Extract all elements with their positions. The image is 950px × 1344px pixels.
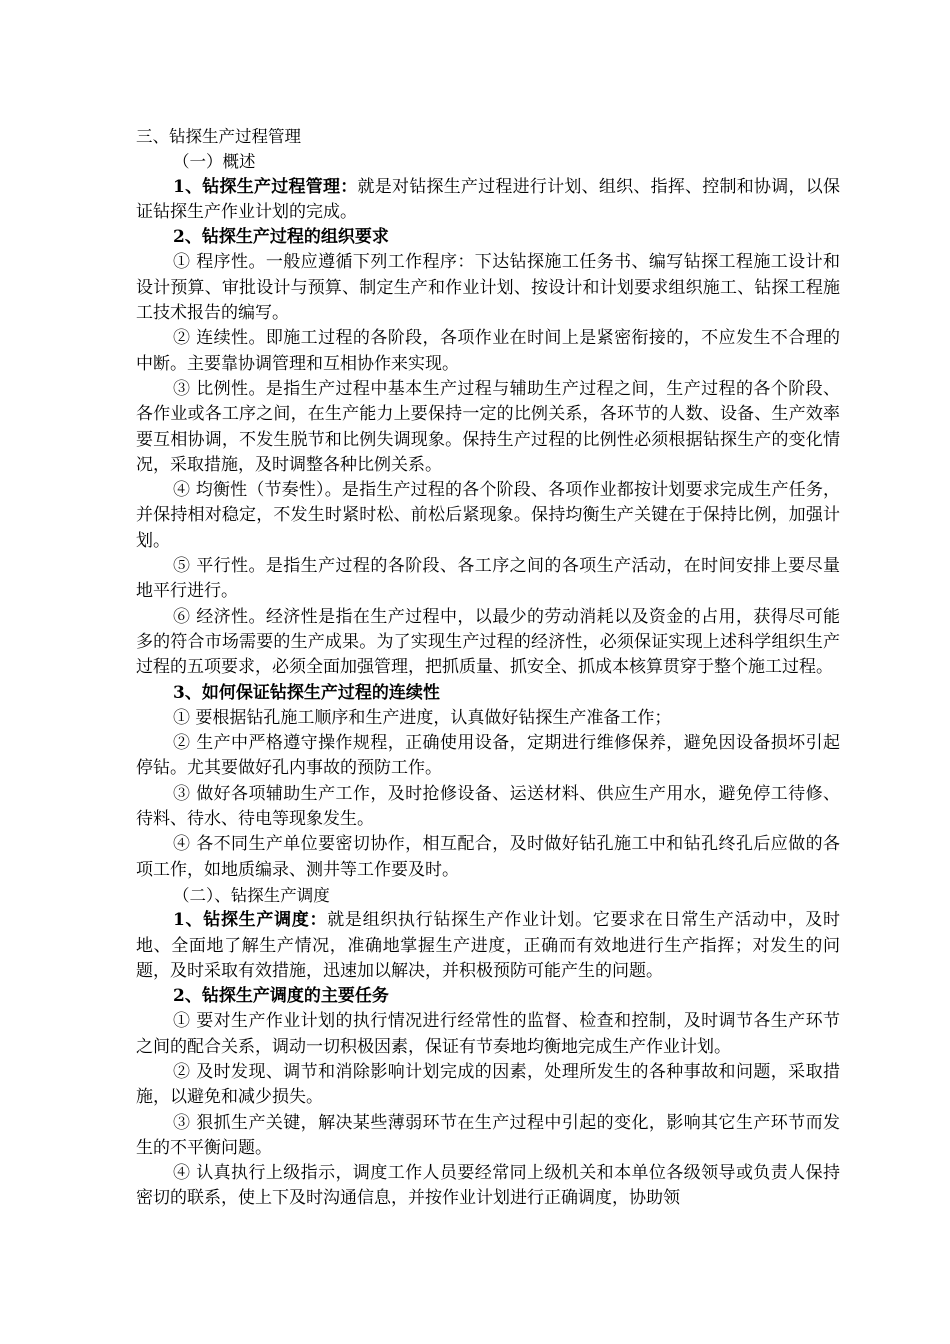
continuity-paragraph: ③ 做好各项辅助生产工作，及时抢修设备、运送材料、供应生产用水，避免停工待修、待料、待水、待电等现象发生。 [136, 783, 840, 830]
part2-item1 [136, 908, 840, 984]
part2-item1-text: 就是组织执行钻探生产作业计划。它要求在日常生产活动中，及时地、全面地了解生产情况，准确地掌握生产进度，正确而有效地进行生产指挥；对发生的问题，及时采取有效措施，迅速加以解决，并积极预防可能产生的问题。 [136, 910, 840, 981]
part2-title: （二）、钻探生产调度 [173, 885, 330, 905]
requirement-paragraph: ④ 均衡性（节奏性）。是指生产过程的各个阶段、各项作业都按计划要求完成生产任务，并保持相对稳定，不发生时紧时松、前松后紧现象。保持均衡生产关键在于保持比例，加强计划。 [136, 480, 840, 551]
part1-item3-title: 3、如何保证钻探生产过程的连续性 [173, 682, 440, 703]
requirement-paragraph: ⑤ 平行性。是指生产过程的各阶段、各工序之间的各项生产活动，在时间安排上要尽量地平行进行。 [136, 556, 840, 602]
document-body [136, 124, 840, 1212]
part1-item1-text: 就是对钻探生产过程进行计划、组织、指挥、控制和协调，以保证钻探生产作业计划的完成。 [136, 176, 840, 222]
requirement-paragraph: ③ 比例性。是指生产过程中基本生产过程与辅助生产过程之间，生产过程的各个阶段、各作业或各工序之间，在生产能力上要保持一定的比例关系，各环节的人数、设备、生产效率要互相协调，不发生脱节和比例失调现象。保持生产过程的比例性必须根据钻探生产的变化情况，采取措施，及时调整各种比例关系。 [136, 378, 840, 475]
task-paragraph: ③ 狠抓生产关键，解决某些薄弱环节在生产过程中引起的变化，影响其它生产环节而发生的不平衡问题。 [136, 1112, 840, 1158]
task-paragraph: ② 及时发现、调节和消除影响计划完成的因素，处理所发生的各种事故和问题，采取措施，以避免和减少损失。 [136, 1061, 840, 1108]
requirement-paragraph: ② 连续性。即施工过程的各阶段，各项作业在时间上是紧密衔接的，不应发生不合理的中断。主要靠协调管理和互相协作来实现。 [136, 328, 840, 374]
task-paragraph: ① 要对生产作业计划的执行情况进行经常性的监督、检查和控制，及时调节各生产环节之间的配合关系，调动一切积极因素，保证有节奏地均衡地完成生产作业计划。 [136, 1011, 840, 1057]
requirement-paragraph: ⑥ 经济性。经济性是指在生产过程中，以最少的劳动消耗以及资金的占用，获得尽可能多的符合市场需要的生产成果。为了实现生产过程的经济性，必须保证实现上述科学组织生产过程的五项要求，必须全面加强管理，把抓质量、抓安全、抓成本核算贯穿于整个施工过程。 [136, 606, 840, 678]
requirement-paragraph: ① 程序性。一般应遵循下列工作程序：下达钻探施工任务书、编写钻探工程施工设计和设计预算、审批设计与预算、制定生产和作业计划、按设计和计划要求组织施工、钻探工程施工技术报告的编写。 [136, 252, 840, 324]
part1-item1 [136, 175, 840, 226]
part1-item2-title: 2、钻探生产过程的组织要求 [173, 227, 389, 248]
continuity-paragraph: ① 要根据钻孔施工顺序和生产进度，认真做好钻探生产准备工作； [173, 707, 672, 728]
part1-title: （一）概述 [173, 152, 256, 172]
part2-item1-term: 1、钻探生产调度： [173, 910, 328, 931]
continuity-paragraph: ② 生产中严格遵守操作规程，正确使用设备，定期进行维修保养，避免因设备损坏引起停钻。尤其要做好孔内事故的预防工作。 [136, 733, 840, 779]
continuity-paragraph: ④ 各不同生产单位要密切协作，相互配合，及时做好钻孔施工中和钻孔终孔后应做的各项工作，如地质编录、测井等工作要及时。 [136, 834, 840, 880]
part2-item2-title: 2、钻探生产调度的主要任务 [173, 986, 389, 1007]
part1-item1-term: 1、钻探生产过程管理： [173, 176, 358, 197]
task-paragraph: ④ 认真执行上级指示，调度工作人员要经常同上级机关和本单位各级领导或负责人保持密切的联系，使上下及时沟通信息，并按作业计划进行正确调度，协助领 [136, 1163, 840, 1209]
section-title: 三、钻探生产过程管理 [136, 127, 301, 146]
